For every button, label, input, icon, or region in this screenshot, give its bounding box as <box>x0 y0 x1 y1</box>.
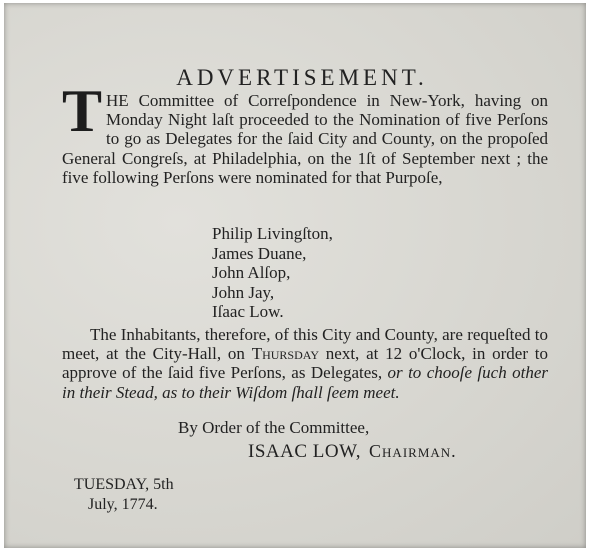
nominee-list <box>212 224 333 322</box>
opening-paragraph <box>62 78 548 187</box>
meeting-text-part2: next, at 12 o'Clock, in order to approve of the ſaid five Perſons, as Delegates, <box>62 344 548 383</box>
meeting-text-part1: The Inhabitants, therefore, of this City and County, are requeſted to meet, at the City-Hall, on <box>62 325 548 364</box>
broadside-sheet <box>4 3 586 548</box>
signer-role: Chairman. <box>369 441 457 461</box>
order-line: By Order of the Committee, <box>178 418 370 437</box>
date-line-day: TUESDAY, 5th <box>74 476 174 493</box>
meeting-text-italic: or to chooſe ſuch other in their Stead, as to their Wiſdom ſhall ſeem meet. <box>62 363 548 402</box>
nominee-name: John Alſop, <box>212 263 291 283</box>
meeting-paragraph <box>62 325 548 402</box>
signer-name: ISAAC LOW, <box>248 441 362 462</box>
nominee-name: Iſaac Low. <box>212 302 284 322</box>
document-title: ADVERTISEMENT. <box>176 65 428 90</box>
opening-paragraph-text: HE Committee of Correſpondence in New-York, having on Monday Night laſt proceeded to the Nomination of five Perſons to go as Delegates for the ſaid City and County, on the propoſed General Congreſs, at Philadelphia, on the 1ſt of September next ; the five following Perſons were nominated for that Purpoſe, <box>62 91 548 187</box>
date-line-year: July, 1774. <box>88 496 158 513</box>
date-block <box>74 475 174 515</box>
nominee-name: John Jay, <box>212 282 275 302</box>
meeting-day: Thursday <box>251 344 319 364</box>
nominee-name: James Duane, <box>212 243 307 263</box>
document-body <box>62 78 548 462</box>
signature-line <box>248 442 457 461</box>
drop-cap: T <box>62 78 103 144</box>
nominee-name: Philip Livingſton, <box>212 224 333 243</box>
